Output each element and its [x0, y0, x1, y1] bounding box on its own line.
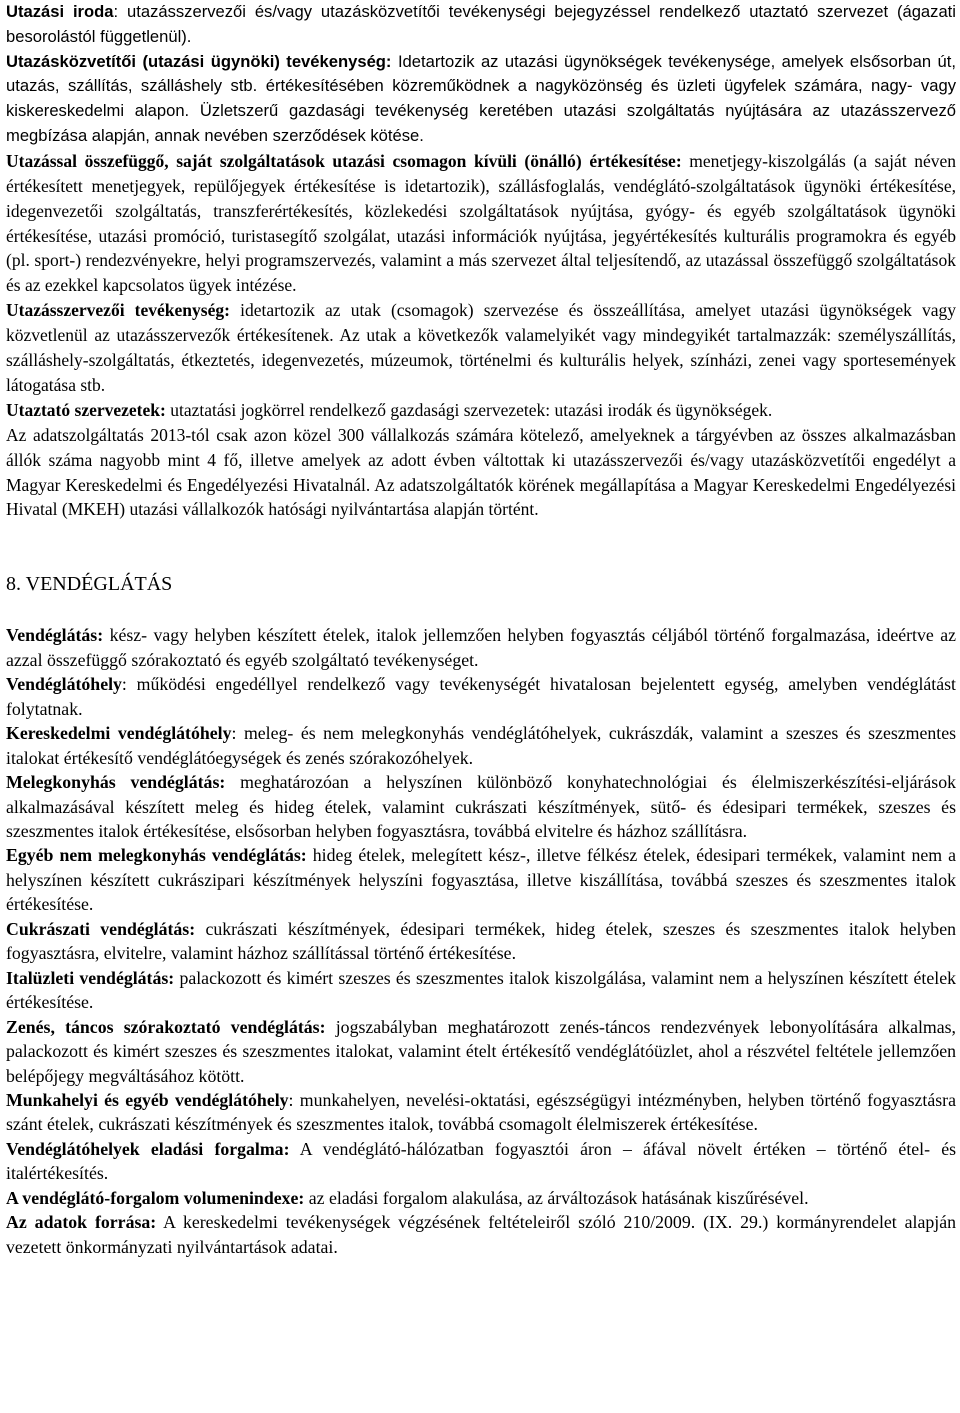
definition-separator: :: [113, 2, 127, 21]
definition-body: menetjegy-kiszolgálás (a saját néven értékesített menetjegyek, repülőjegyek értékesítése is idetartozik), szállásfoglalás, vendéglátó-szolgáltatások ügynöki értékesítése, idegenvezetői szolgáltatás, transzferértékesítés, közlekedési szolgáltatások nyújtása, gyógy- és egyéb szolgáltatások ügynöki értékesítése, utazási promóció, turistasegítő szolgálat, utazási információk nyújtása, jegyértékesítés kulturális programokra és egyéb (pl. sport-) rendezvényekre, helyi programszervezés, valamint a más szervezet által teljesítendő, az utazással összefüggő szolgáltatások és az ezekkel kapcsolatos ügyek intézése.: [6, 150, 956, 296]
definition-travel-organizations: [6, 398, 956, 423]
data-source-paragraph: [6, 1210, 956, 1259]
definition-body: kész- vagy helyben készített ételek, italok jellemzően helyben fogyasztás céljából történő forgalmazása, ideértve az azzal összefüggő szórakoztató és egyéb szolgáltató tevékenységet.: [6, 625, 956, 670]
definition-separator: :: [231, 723, 244, 744]
definition-term: Utazással összefüggő, saját szolgáltatások utazási csomagon kívüli (önálló) értékesítése:: [6, 150, 682, 171]
definition-agency-activity: [6, 50, 956, 149]
definition-commercial-catering-place: [6, 721, 956, 770]
definition-term: Utaztató szervezetek:: [6, 399, 166, 420]
definition-body: palackozott és kimért szeszes és szeszmentes italok kiszolgálása, valamint nem a helyszínen készített ételek értékesítése.: [6, 967, 956, 1013]
definition-catering: [6, 623, 956, 672]
definition-own-services: [6, 149, 956, 298]
definition-body: meleg- és nem melegkonyhás vendéglátóhelyek, cukrászdák, valamint a szeszes és szeszmentes italokat értékesítő vendéglátóegységek és zenés szórakozóhelyek.: [6, 723, 957, 768]
section-title: 8. VENDÉGLÁTÁS: [6, 573, 173, 596]
definition-separator: [230, 300, 240, 320]
definition-body: A vendéglátó-hálózatban fogyasztói áron – áfával növelt értéken – történő étel- és italértékesítés.: [6, 1138, 957, 1184]
definition-sales-turnover: [6, 1137, 956, 1186]
definition-separator: :: [121, 674, 137, 695]
definition-body: cukrászati készítmények, édesipari termékek, hideg ételek, szeszes és szeszmentes italok helyben fogyasztásra, elvitelre, valamint házhoz szállítással történő értékesítése.: [6, 918, 956, 964]
definition-body: idetartozik az utak (csomagok) szervezése és összeállítása, amelyet utazási ügynökségek vagy közvetlenül az utazásszervezők értékesítenek. Az utak a következők valamelyikét vagy mindegyikét tartalmazzák: személyszállítás, szálláshely-szolgáltatás, étkeztetés, idegenvezetés, múzeumok, történelmi és kulturális helyek, színházi, zenei vagy sportesemények látogatása stb.: [6, 300, 957, 395]
definition-body: hideg ételek, melegített kész-, illetve félkész ételek, édesipari termékek, valamint nem a helyszínen készített cukrászipari készítmények helyszíni fogyasztása, illetve kiszállítása, továbbá szeszes és szeszmentes italok értékesítése.: [6, 845, 956, 915]
definition-term: Az adatok forrása:: [6, 1212, 157, 1233]
definition-tour-organizer: [6, 298, 956, 398]
definition-body: munkahelyen, nevelési-oktatási, egészségügyi intézményben, helyben történő fogyasztásra szánt ételek, cukrászati készítmények és szeszmentes italok, továbbá csomagolt élelmiszerek értékesítése.: [6, 1089, 956, 1135]
definition-term: Italüzleti vendéglátás:: [6, 967, 175, 988]
definition-body: Idetartozik az utazási ügynökségek tevékenysége, amelyek elsősorban út, utazás, szállítás, szálláshely stb. értékesítésében közreműködnek a nagyközönség és üzleti ügyfelek számára, nagy- vagy kiskereskedelmi alapon. Üzletszerű gazdasági tevékenység keretében utazási szolgáltatás nyújtására az utazásszervező megbízása alapján, annak nevében szerződések kötése.: [6, 51, 956, 145]
definition-body: az eladási forgalom alakulása, az árváltozások hatásának kiszűrésével.: [308, 1187, 809, 1208]
definition-term: Vendéglátás:: [6, 625, 104, 646]
definition-bar-catering: [6, 966, 956, 1015]
section-gap: [6, 522, 956, 571]
definition-body: meghatározóan a helyszínen különböző konyhatechnológiai és élelmiszerkészítési-eljárások alkalmazásával készített meleg és hideg ételek, valamint cukrászati készítmények, sütő- és édesipari termékek, szeszes és szeszmentes italok értékesítése, elsősorban helyben fogyasztásra, továbbá elvitelre és házhoz szállításra.: [6, 772, 956, 841]
definition-confectionery: [6, 917, 956, 966]
definition-term: Utazási iroda: [6, 2, 114, 21]
definition-term: Utazásszervezői tevékenység:: [6, 300, 230, 321]
definition-separator: :: [288, 1089, 300, 1110]
definition-term: Vendéglátóhely: [6, 674, 122, 695]
definition-music-dance-entertainment: [6, 1015, 956, 1088]
definition-term: Melegkonyhás vendéglátás:: [6, 772, 226, 793]
definition-term: Zenés, táncos szórakoztató vendéglátás:: [6, 1016, 326, 1037]
definition-body: jogszabályban meghatározott zenés-táncos rendezvények lebonyolítására alkalmas, palackozott és kimért szeszes és szeszmentes italokat, valamint ételt értékesítő vendéglátóüzlet, ahol a részvétel feltétele jellemzően belépőjegy megváltásához kötött.: [6, 1016, 956, 1086]
definition-separator: [326, 1017, 336, 1037]
definition-other-non-hot-kitchen: [6, 843, 956, 916]
definition-body: A kereskedelmi tevékenységek végzésének feltételeiről szóló 210/2009. (IX. 29.) kormányrendelet alapján vezetett önkormányzati nyilvántartások adatai.: [6, 1212, 957, 1257]
definition-body: utaztatási jogkörrel rendelkező gazdasági szervezetek: utazási irodák és ügynökségek.: [170, 399, 773, 420]
definition-separator: [195, 919, 205, 939]
definition-term: Cukrászati vendéglátás:: [6, 918, 196, 939]
definition-term: Utazásközvetítői (utazási ügynöki) tevékenység:: [6, 51, 392, 71]
definition-term: A vendéglátó-forgalom volumenindexe:: [6, 1187, 305, 1208]
definition-body: működési engedéllyel rendelkező vagy tevékenységét hivatalosan bejelentett egység, amelyben vendéglátást folytatnak.: [6, 674, 956, 719]
definition-term: Vendéglátóhelyek eladási forgalma:: [6, 1138, 290, 1159]
definition-term: Egyéb nem melegkonyhás vendéglátás:: [6, 845, 307, 866]
definition-travel-agency: [6, 0, 956, 50]
definition-term: Kereskedelmi vendéglátóhely: [6, 723, 232, 744]
paragraph-body: Az adatszolgáltatás 2013-tól csak azon közel 300 vállalkozás számára kötelező, amelyeknek a tárgyévben az összes alkalmazásban állók száma nagyobb mint 4 fő, illetve amelyek az adott évben váltottak ki utazásszervezői és/vagy utazásközvetítői engedélyt a Magyar Kereskedelmi és Engedélyezési Hivatalnál. Az adatszolgáltatók körének megállapítása a Magyar Kereskedelmi Engedélyezési Hivatal (MKEH) utazási vállalkozók hatósági nyilvántartása alapján történt.: [6, 424, 956, 520]
definition-term: Munkahelyi és egyéb vendéglátóhely: [6, 1089, 289, 1110]
data-collection-paragraph: [6, 423, 956, 523]
definition-separator: [225, 772, 240, 792]
definition-volume-index: [6, 1186, 956, 1210]
definition-catering-place: [6, 672, 956, 721]
definition-separator: [290, 1139, 300, 1159]
definition-hot-kitchen: [6, 770, 956, 843]
definition-workplace-catering: [6, 1088, 956, 1137]
definition-body: utazásszervezői és/vagy utazásközvetítői tevékenységi bejegyzéssel rendelkező utaztató szervezet (ágazati besorolástól függetlenül).: [6, 2, 956, 46]
